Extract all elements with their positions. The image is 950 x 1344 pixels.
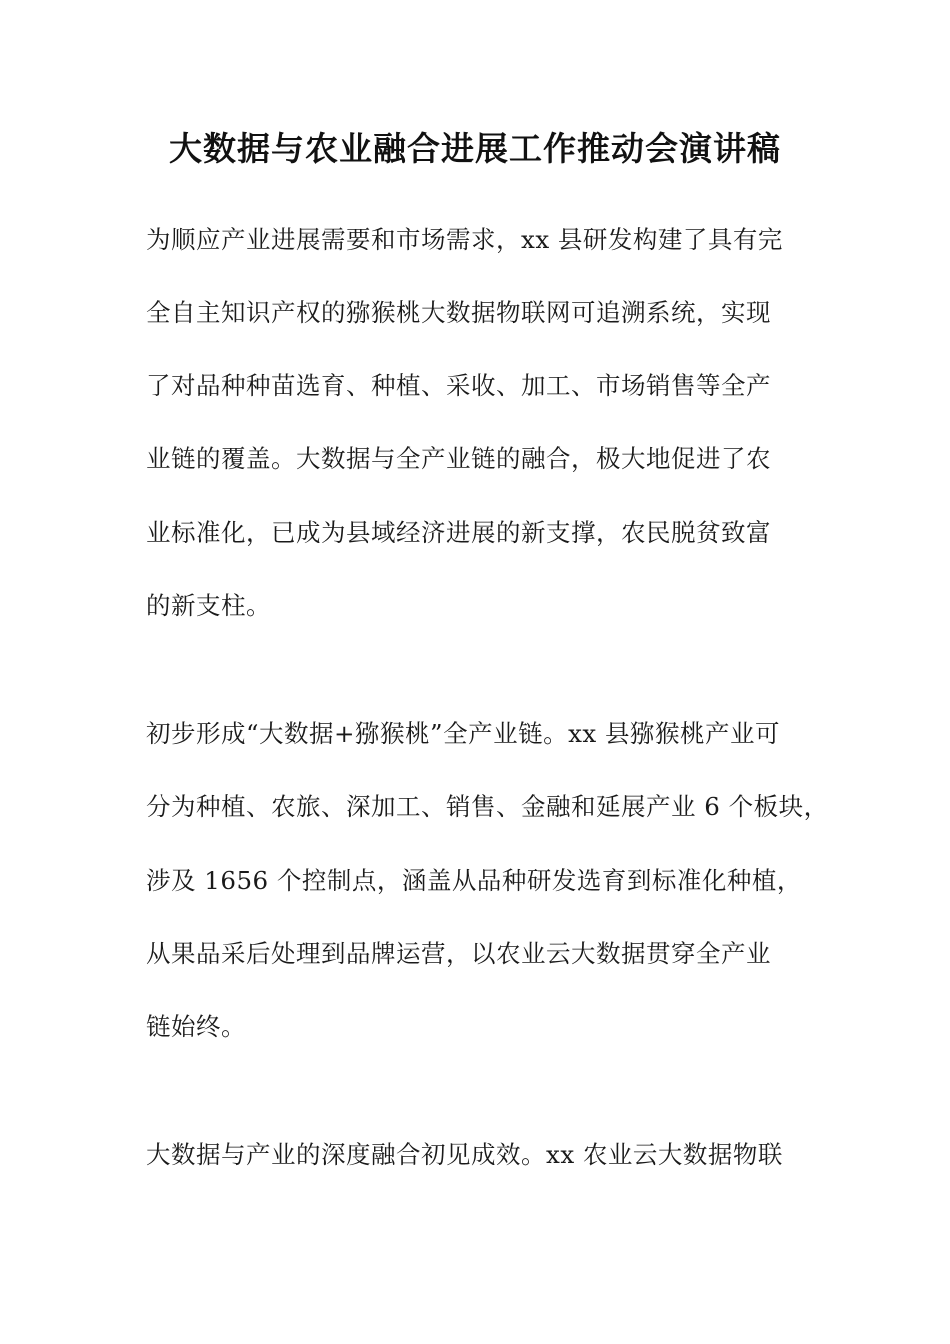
paragraph-line: 的新支柱。 — [146, 591, 271, 620]
paragraph-line: 业链的覆盖。大数据与全产业链的融合，极大地促进了农 — [146, 444, 771, 473]
paragraph-line: 为顺应产业进展需要和市场需求，xx 县研发构建了具有完 — [146, 225, 783, 254]
paragraph-line: 业标准化，已成为县域经济进展的新支撑，农民脱贫致富 — [146, 518, 771, 547]
paragraph-line: 分为种植、农旅、深加工、销售、金融和延展产业 6 个板块， — [146, 792, 829, 821]
paragraph-line: 从果品采后处理到品牌运营，以农业云大数据贯穿全产业 — [146, 939, 771, 968]
paragraph-line: 大数据与产业的深度融合初见成效。xx 农业云大数据物联 — [146, 1140, 783, 1169]
paragraph-line: 全自主知识产权的猕猴桃大数据物联网可追溯系统，实现 — [146, 298, 771, 327]
paragraph-line: 链始终。 — [146, 1012, 246, 1041]
document-title: 大数据与农业融合进展工作推动会演讲稿 — [169, 129, 781, 168]
paragraph-line: 了对品种种苗选育、种植、采收、加工、市场销售等全产 — [146, 371, 771, 400]
paragraph-line: 初步形成“大数据+猕猴桃”全产业链。xx 县猕猴桃产业可 — [146, 719, 780, 748]
paragraph-line: 涉及 1656 个控制点，涵盖从品种研发选育到标准化种植， — [146, 866, 802, 895]
